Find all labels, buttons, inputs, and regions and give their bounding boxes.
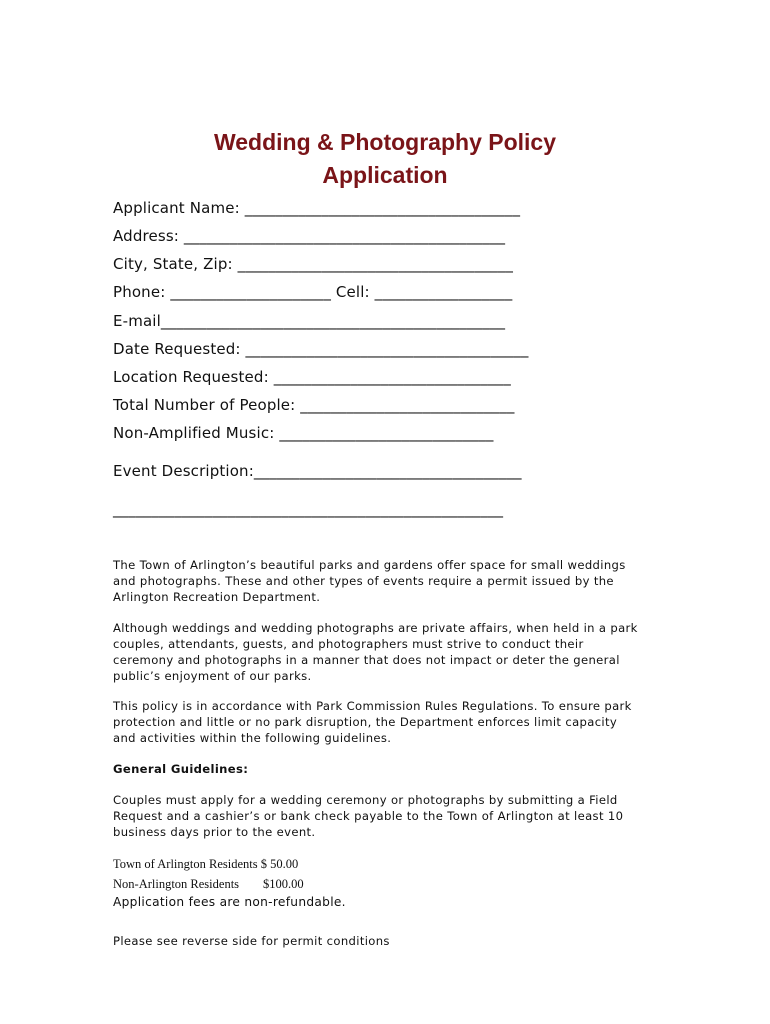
city-state-zip-field[interactable]: City, State, Zip: ____________________________________: [113, 255, 514, 273]
text-line: Couples must apply for a wedding ceremony or photographs by submitting a Field: [113, 793, 618, 807]
text-line: This policy is in accordance with Park Commission Rules Regulations. To ensure park: [113, 699, 632, 713]
phone-cell-field[interactable]: Phone: _____________________ Cell: __________________: [113, 283, 513, 301]
applicant-name-field[interactable]: Applicant Name: ____________________________________: [113, 199, 521, 217]
text-line: Please see reverse side for permit conditions: [113, 934, 390, 948]
text-line: ceremony and photographs in a manner that does not impact or deter the general: [113, 653, 620, 667]
email-field[interactable]: E-mail_____________________________________________: [113, 312, 506, 330]
non-resident-fee-label: Non-Arlington Residents: [113, 877, 240, 891]
address-field[interactable]: Address: __________________________________________: [113, 227, 506, 245]
text-line: and activities within the following guidelines.: [113, 731, 392, 745]
reverse-side-note: [113, 933, 673, 949]
non-amplified-music-field[interactable]: Non-Amplified Music: ____________________________: [113, 424, 494, 442]
event-description-line2[interactable]: ___________________________________________________: [113, 500, 504, 518]
text-line: and photographs. These and other types of events require a permit issued by the: [113, 574, 614, 588]
text-line: business days prior to the event.: [113, 825, 316, 839]
non-refundable-note: [113, 894, 673, 910]
text-line: Request and a cashier’s or bank check payable to the Town of Arlington at least 10: [113, 809, 624, 823]
policy-paragraph: [113, 698, 673, 746]
general-guidelines-heading: General Guidelines:: [113, 762, 249, 776]
page-title-line2: Application: [322, 162, 448, 188]
total-people-field[interactable]: Total Number of People: ____________________________: [113, 396, 515, 414]
text-line: couples, attendants, guests, and photographers must strive to conduct their: [113, 637, 584, 651]
intro-paragraph: [113, 557, 673, 605]
text-line: Although weddings and wedding photographs are private affairs, when held in a park: [113, 621, 638, 635]
text-line: Arlington Recreation Department.: [113, 590, 321, 604]
text-line: protection and little or no park disruption, the Department enforces limit capacity: [113, 715, 618, 729]
location-requested-field[interactable]: Location Requested: _______________________________: [113, 368, 511, 386]
text-line: The Town of Arlington’s beautiful parks and gardens offer space for small weddings: [113, 558, 626, 572]
private-affairs-paragraph: [113, 620, 673, 684]
date-requested-field[interactable]: Date Requested: _____________________________________: [113, 340, 529, 358]
non-resident-fee-amount: $100.00: [263, 877, 304, 891]
resident-fee: Town of Arlington Residents $ 50.00: [113, 857, 299, 871]
text-line: Application fees are non-refundable.: [113, 895, 346, 909]
non-resident-fee: [113, 876, 304, 892]
page-title-line1: Wedding & Photography Policy: [213, 129, 557, 155]
event-description-field[interactable]: Event Description:___________________________________: [113, 462, 522, 480]
text-line: public’s enjoyment of our parks.: [113, 669, 312, 683]
guidelines-paragraph: [113, 792, 673, 840]
